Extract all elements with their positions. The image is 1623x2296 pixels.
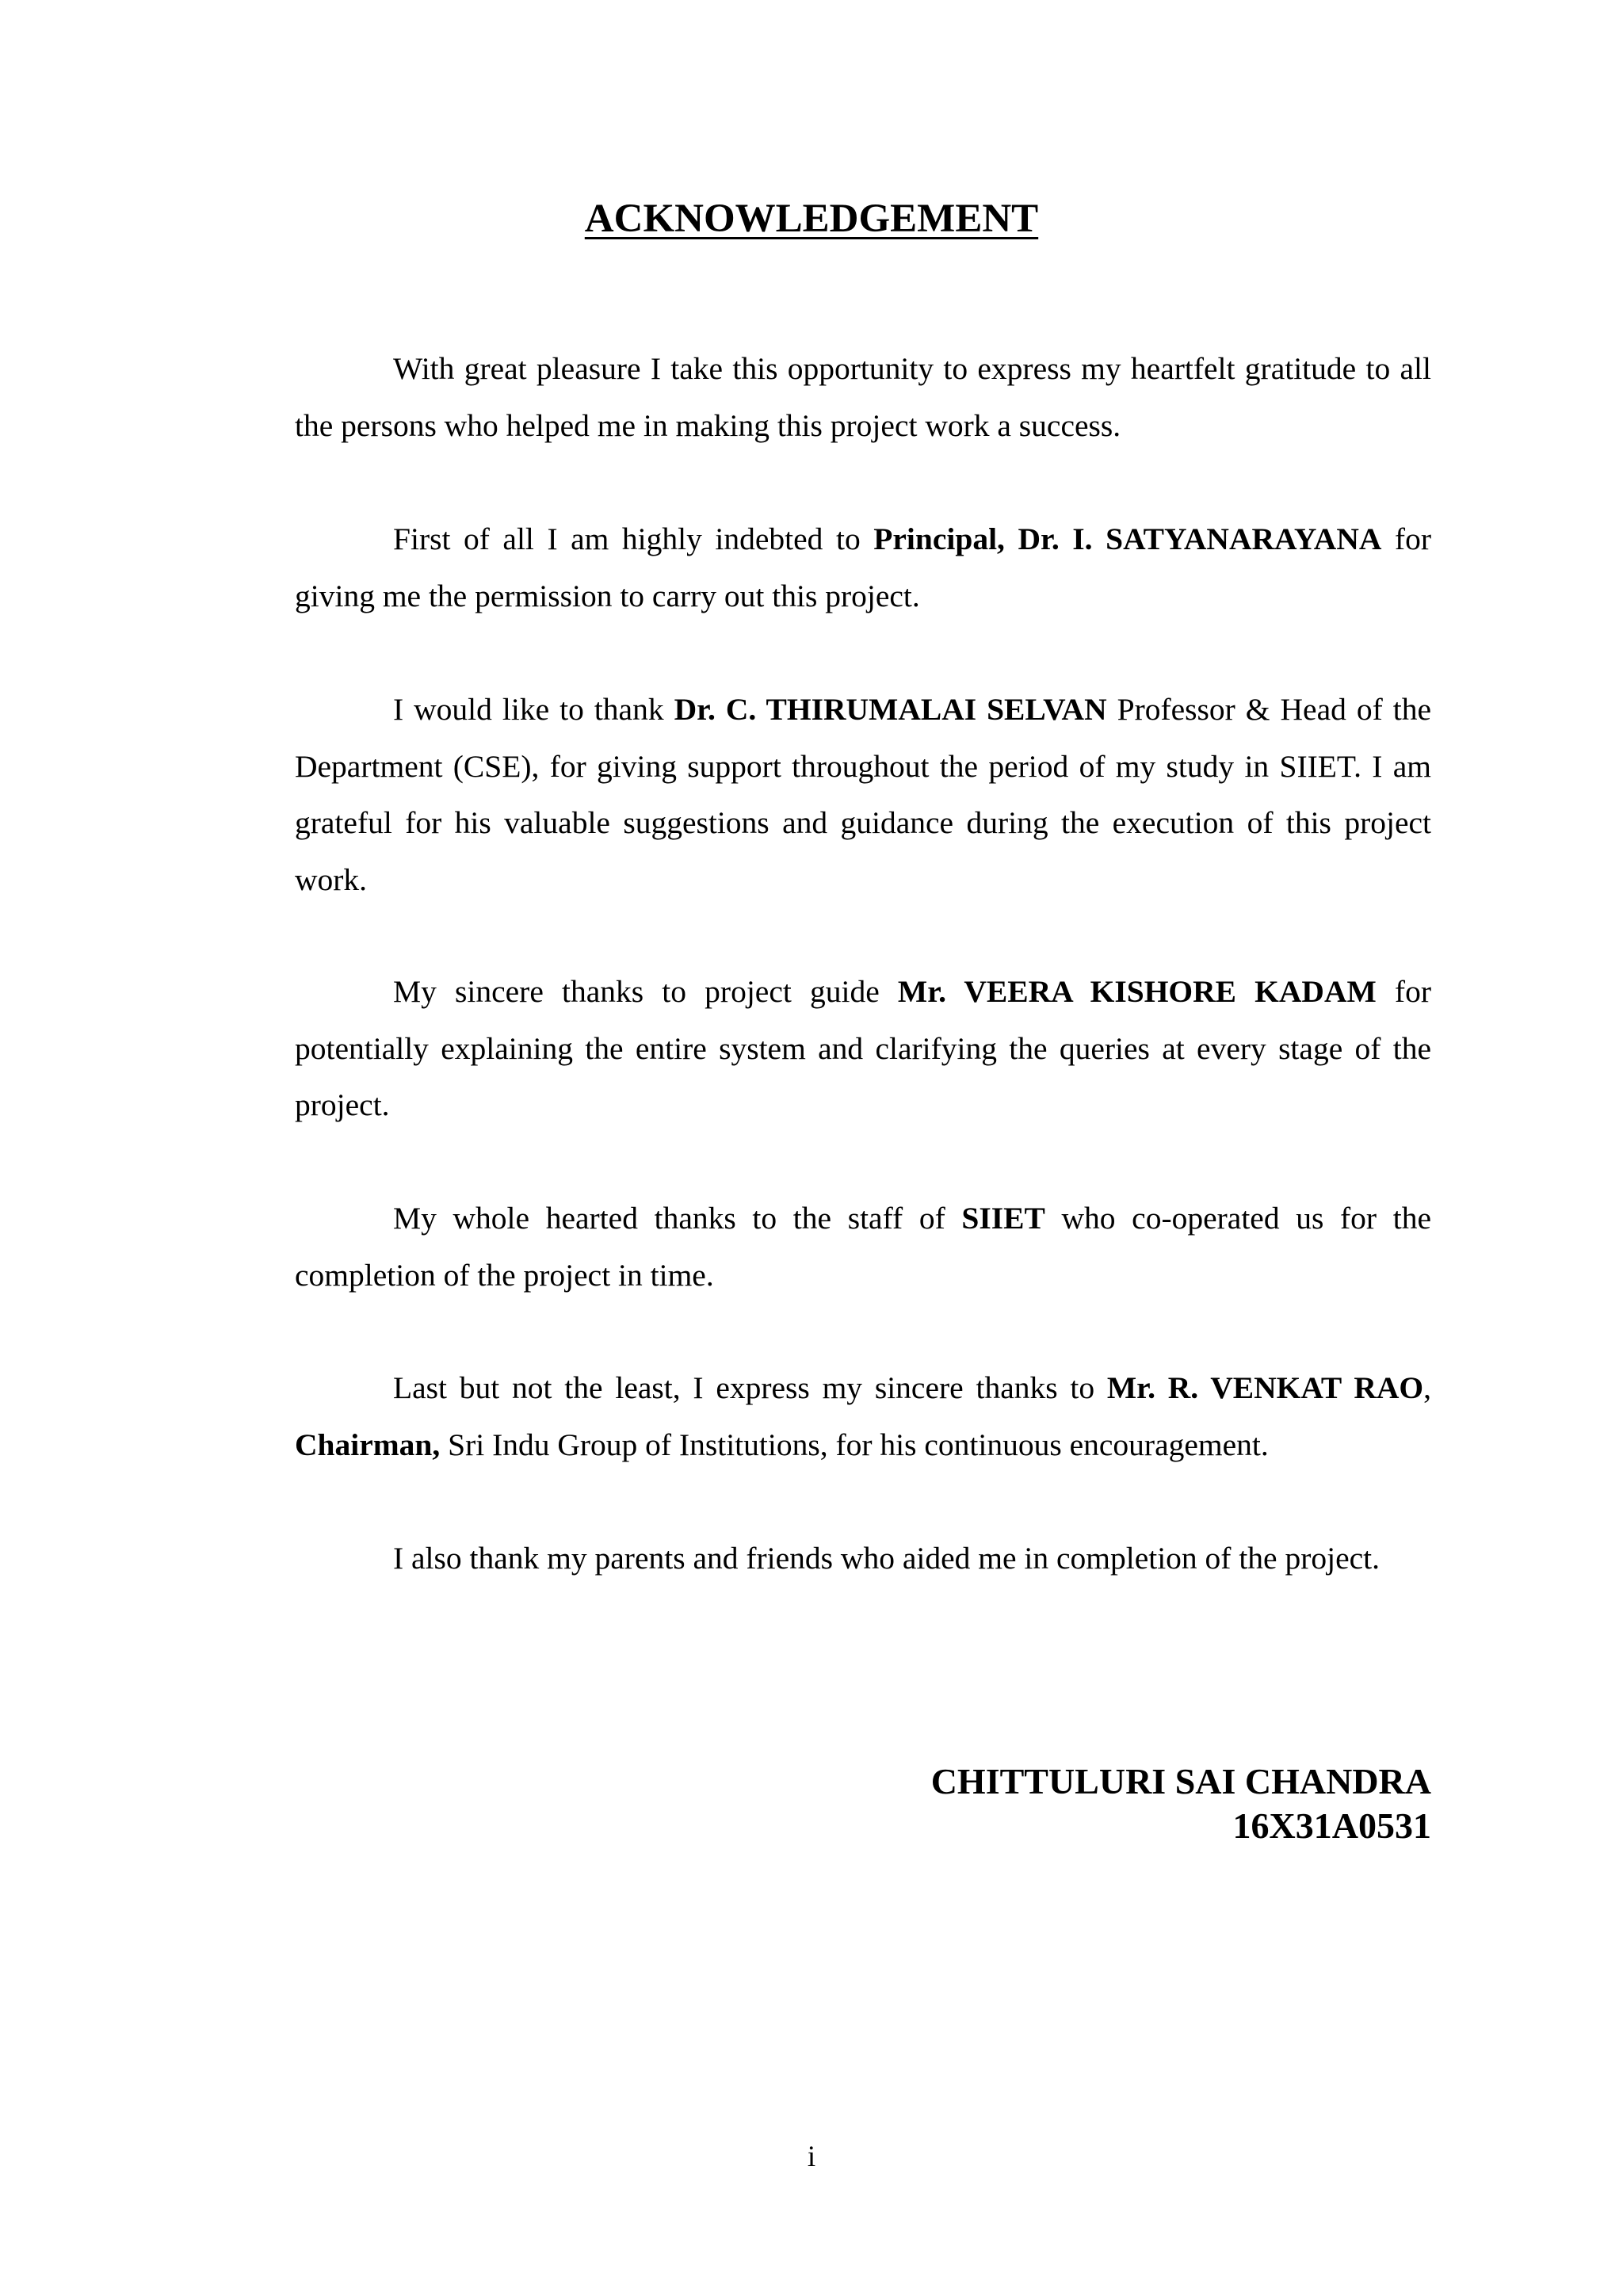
paragraph-text [295,511,1431,625]
acknowledgement-paragraph-3 [295,682,1431,908]
paragraph-text [295,1190,1431,1304]
hod-name: Dr. C. THIRUMALAI SELVAN [674,692,1107,727]
signature-block [792,1759,1431,1848]
paragraph-text [295,682,1431,908]
author-name: CHITTULURI SAI CHANDRA [930,1761,1431,1801]
paragraph-text-plain: for giving me the permission to carry out this project. [295,521,1431,613]
principal-name: Principal, Dr. I. SATYANARAYANA [873,521,1382,556]
paragraph-text-plain: who co-operated us for the completion of the project in time. [295,1201,1431,1293]
roll-number: 16X31A0531 [1232,1805,1431,1846]
paragraph-text-plain: Professor & Head of the Department (CSE), for giving support throughout the period of my study in SIIET. I am grateful for his valuable suggestions and guidance during the execution of this project work. [295,692,1431,897]
paragraph-text-plain: , [1423,1370,1431,1405]
paragraph-text [295,964,1431,1134]
paragraph-text-plain: My sincere thanks to project guide [393,974,898,1009]
paragraph-text-plain: Last but not the least, I express my sincere thanks to [393,1370,1107,1405]
acknowledgement-paragraph-4 [295,964,1431,1134]
acknowledgement-paragraph-1 [295,341,1431,454]
chairman-name: Mr. R. VENKAT RAO [1106,1370,1424,1405]
paragraph-text: With great pleasure I take this opportunity to express my heartfelt gratitude to all the persons who helped me in making this project work a success. [295,351,1431,443]
paragraph-text-plain: I would like to thank [393,692,674,727]
acknowledgement-paragraph-2 [295,511,1431,625]
paragraph-text-plain: Sri Indu Group of Institutions, for his continuous encouragement. [440,1427,1269,1462]
guide-name: Mr. VEERA KISHORE KADAM [897,974,1377,1009]
acknowledgement-paragraph-6 [295,1360,1431,1473]
acknowledgement-paragraph-5 [295,1190,1431,1304]
paragraph-text: I also thank my parents and friends who aided me in completion of the project. [393,1541,1381,1576]
paragraph-text-plain: First of all I am highly indebted to [393,521,874,556]
paragraph-text-plain: for potentially explaining the entire system and clarifying the queries at every stage of the project. [295,974,1431,1122]
paragraph-text-plain: My whole hearted thanks to the staff of [393,1201,962,1236]
page-number: i [807,2141,816,2173]
acknowledgement-paragraph-7 [295,1530,1431,1587]
institution-name: SIIET [961,1201,1045,1236]
page-title [0,193,1623,244]
page-title-text: ACKNOWLEDGEMENT [584,197,1039,241]
paragraph-text [295,1360,1431,1473]
chairman-title: Chairman, [295,1427,441,1462]
